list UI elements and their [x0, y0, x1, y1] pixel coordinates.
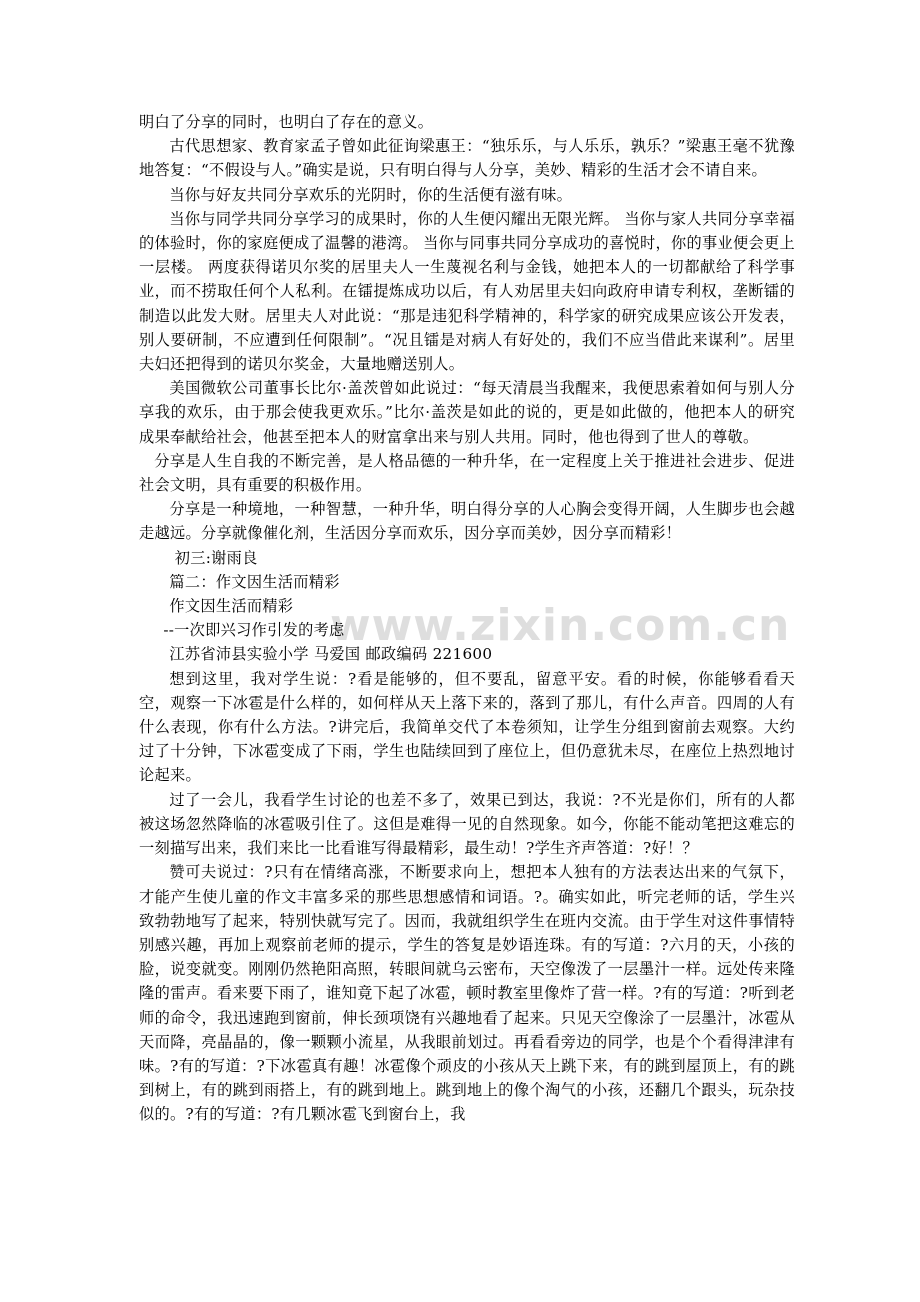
article-subtitle: --一次即兴习作引发的考虑: [163, 621, 345, 640]
paragraph-5: 美国微软公司董事长比尔·盖茨曾如此说过：“每天清晨当我醒来，我便思索着如何与别人分享我的欢乐，由于那会使我更欢乐。”比尔·盖茨是如此的说的，更是如此做的，他把本人的研究成果奉献给社会，他甚至把本人的财富拿出来与别人共用。同时，他也得到了世人的尊敬。: [139, 379, 795, 446]
author-info: 江苏省沛县实验小学 马爱国 邮政编码 221600: [169, 645, 493, 664]
paragraph-2: 古代思想家、教育家孟子曾如此征询梁惠王：“独乐乐，与人乐乐，孰乐？”梁惠王毫不犹豫地答复：“不假设与人。”确实是说，只有明白得与人分享，美妙、精彩的生活才会不请自来。: [139, 137, 795, 180]
section-heading: 篇二：作文因生活而精彩: [169, 572, 340, 591]
paragraph-7: 分享是一种境地，一种智慧，一种升华，明白得分享的人心胸会变得开阔，人生脚步也会越走越远。分享就像催化剂，生活因分享而欢乐，因分享而美妙，因分享而精彩！: [139, 500, 795, 543]
document-body: [139, 110, 795, 1127]
paragraph-1: 明白了分享的同时，也明白了存在的意义。: [139, 113, 434, 131]
paragraph-6: 分享是人生自我的不断完善，是人格品德的一种升华，在一定程度上关于推进社会进步、促进社会文明，具有重要的积极作用。: [139, 451, 795, 495]
paragraph-10: 赞可夫说过：?只有在情绪高涨，不断要求向上，想把本人独有的方法表达出来的气氛下，才能产生使儿童的作文丰富多采的那些思想感情和词语。?。确实如此，听完老师的话，学生兴致勃勃地写了起来，特别快就写完了。因而，我就组织学生在班内交流。由于学生对这件事情特别感兴趣，再加上观察前老师的提示，学生的答复是妙语连珠。有的写道：?六月的天，小孩的脸，说变就变。刚刚仍然艳阳高照，转眼间就乌云密布，天空像泼了一层墨汁一样。远处传来隆隆的雷声。看来要下雨了，谁知竟下起了冰雹，顿时教室里像炸了营一样。?有的写道：?听到老师的命令，我迅速跑到窗前，伸长颈项饶有兴趣地看了起来。只见天空像涂了一层墨汁，冰雹从天而降，亮晶晶的，像一颗颗小流星，从我眼前划过。再看看旁边的同学，也是个个看得津津有味。?有的写道：?下冰雹真有趣！冰雹像个顽皮的小孩从天上跳下来，有的跳到屋顶上，有的跳到树上，有的跳到雨搭上，有的跳到地上。跳到地上的像个淘气的小孩，还翻几个跟头，玩杂技似的。?有的写道：?有几颗冰雹飞到窗台上，我: [139, 863, 795, 1124]
paragraph-4: 当你与同学共同分享学习的成果时，你的人生便闪耀出无限光辉。 当你与家人共同分享幸福的体验时，你的家庭便成了温馨的港湾。 当你与同事共同分享成功的喜悦时，你的事业便会更上一层楼。 两度获得诺贝尔奖的居里夫人一生蔑视名利与金钱，她把本人的一切都献给了科学事业，而不捞取任何个人私利。在镭提炼成功以后，有人劝居里夫妇向政府申请专利权，垄断镭的制造以此发大财。居里夫人对此说：“那是违犯科学精神的，科学家的研究成果应该公开发表，别人要研制，不应遭到任何限制”。“况且镭是对病人有好处的，我们不应当借此来谋利”。居里夫妇还把得到的诺贝尔奖金，大量地赠送别人。: [139, 209, 795, 374]
article-title: 作文因生活而精彩: [169, 597, 294, 616]
author-line: 初三:谢雨良: [174, 548, 258, 567]
paragraph-8: 想到这里，我对学生说：?看是能够的，但不要乱，留意平安。看的时候，你能够看看天空，观察一下冰雹是什么样的，如何样从天上落下来的，落到了那儿，有什么声音。四周的人有什么表现，你有什么方法。?讲完后，我简单交代了本卷须知，让学生分组到窗前去观察。大约过了十分钟，下冰雹变成了下雨，学生也陆续回到了座位上，但仍意犹未尽，在座位上热烈地讨论起来。: [139, 669, 795, 785]
paragraph-9: 过了一会儿，我看学生讨论的也差不多了，效果已到达，我说：?不光是你们，所有的人都被这场忽然降临的冰雹吸引住了。这但是难得一见的自然现象。如今，你能不能动笔把这难忘的一刻描写出来，我们来比一比看谁写得最精彩，最生动！?学生齐声答道：?好！？: [139, 790, 795, 858]
watermark: www.zixin.com.cn: [330, 600, 791, 651]
paragraph-3: 当你与好友共同分享欢乐的光阴时，你的生活便有滋有味。: [169, 185, 573, 204]
